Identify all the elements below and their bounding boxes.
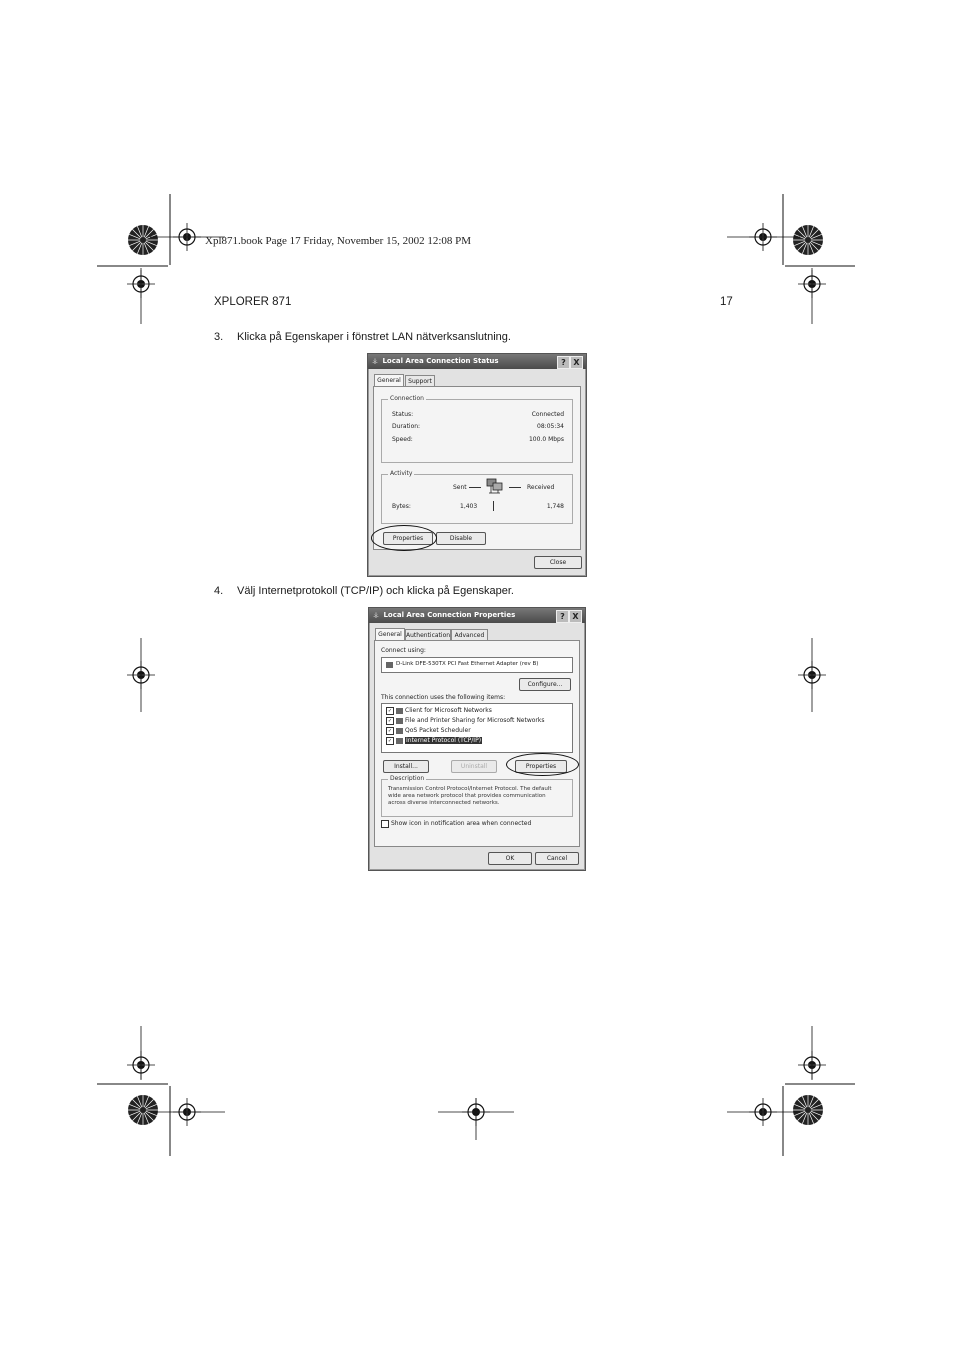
connection-group xyxy=(381,395,573,463)
highlight-oval xyxy=(371,525,437,551)
tab-support[interactable]: Support xyxy=(405,375,435,387)
step-number: 3. xyxy=(214,331,224,343)
list-item[interactable]: ✓ Client for Microsoft Networks xyxy=(387,707,492,714)
sent-label: Sent xyxy=(453,484,467,491)
close-button[interactable]: Close xyxy=(534,556,582,569)
connect-using-label: Connect using: xyxy=(381,647,426,654)
checkbox-unchecked[interactable] xyxy=(381,820,389,828)
adapter-field xyxy=(381,657,573,673)
list-item[interactable]: ✓ File and Printer Sharing for Microsoft Networks xyxy=(387,717,545,724)
network-computers-icon xyxy=(485,478,505,496)
page-number: 17 xyxy=(720,296,733,308)
properties-dialog-title: Local Area Connection Properties xyxy=(383,611,516,619)
properties-button[interactable]: Properties xyxy=(383,532,433,545)
description-group-label: Description xyxy=(390,775,425,782)
bytes-sent-value: 1,403 xyxy=(460,503,478,510)
connection-group-label: Connection xyxy=(390,395,424,402)
tab-general[interactable]: General xyxy=(375,628,405,641)
tab-general[interactable]: General xyxy=(374,374,404,387)
checkbox-checked[interactable]: ✓ xyxy=(387,717,393,724)
protocol-icon xyxy=(396,738,403,744)
tab-authentication[interactable]: Authentication xyxy=(405,629,451,641)
client-icon xyxy=(396,708,403,714)
status-value: Connected xyxy=(531,411,564,418)
network-card-icon xyxy=(386,662,393,668)
speed-label: Speed: xyxy=(392,436,413,443)
bytes-received-value: 1,748 xyxy=(546,503,564,510)
checkbox-checked[interactable]: ✓ xyxy=(387,707,393,714)
properties-panel xyxy=(374,640,580,847)
help-button[interactable]: ? xyxy=(556,610,569,623)
network-icon: ⚶ xyxy=(373,611,379,619)
bytes-divider xyxy=(493,501,494,511)
show-icon-option[interactable]: Show icon in notification area when connected xyxy=(381,819,531,828)
close-icon[interactable]: X xyxy=(570,356,583,369)
components-list xyxy=(381,703,573,753)
components-label: This connection uses the following items: xyxy=(381,694,506,701)
checkbox-checked[interactable]: ✓ xyxy=(387,727,393,734)
adapter-name: D-Link DFE-530TX PCI Fast Ethernet Adapter (rev B) xyxy=(396,661,539,667)
print-slug: Xpl871.book Page 17 Friday, November 15, 2002 12:08 PM xyxy=(205,235,472,247)
tab-advanced[interactable]: Advanced xyxy=(451,629,488,641)
duration-label: Duration: xyxy=(392,423,421,430)
list-item-selected[interactable]: ✓ Internet Protocol (TCP/IP) xyxy=(387,737,482,744)
received-line xyxy=(509,487,521,488)
help-button[interactable]: ? xyxy=(557,356,570,369)
close-icon[interactable]: X xyxy=(569,610,582,623)
step-number: 4. xyxy=(214,585,224,597)
bytes-label: Bytes: xyxy=(392,503,411,510)
sent-line xyxy=(469,487,481,488)
ok-button[interactable]: OK xyxy=(488,852,532,865)
properties-dialog-titlebar xyxy=(369,608,585,623)
network-icon: ⚶ xyxy=(372,357,378,365)
checkbox-checked[interactable]: ✓ xyxy=(387,737,393,744)
description-text: Transmission Control Protocol/Internet Protocol. The default wide area network protocol that provides communication across diverse interconnected networks. xyxy=(388,786,552,806)
properties-button[interactable]: Properties xyxy=(515,760,567,773)
description-group xyxy=(381,775,573,817)
properties-dialog xyxy=(368,607,586,871)
speed-value: 100.0 Mbps xyxy=(528,436,564,443)
activity-group xyxy=(381,470,573,524)
status-dialog xyxy=(367,353,587,577)
status-dialog-title: Local Area Connection Status xyxy=(382,357,499,365)
step-text: Välj Internetprotokoll (TCP/IP) och klicka på Egenskaper. xyxy=(237,585,514,597)
sharing-icon xyxy=(396,718,403,724)
activity-group-label: Activity xyxy=(390,470,413,477)
highlight-oval xyxy=(506,753,579,776)
uninstall-button[interactable]: Uninstall xyxy=(451,760,497,773)
configure-button[interactable]: Configure... xyxy=(519,678,571,691)
duration-value: 08:05:34 xyxy=(537,423,564,430)
install-button[interactable]: Install... xyxy=(383,760,429,773)
step-text: Klicka på Egenskaper i fönstret LAN nätverksanslutning. xyxy=(237,331,511,343)
step-4 xyxy=(214,585,614,599)
step-3 xyxy=(214,331,614,345)
status-label: Status: xyxy=(392,411,414,418)
status-dialog-titlebar xyxy=(368,354,586,369)
disable-button[interactable]: Disable xyxy=(436,532,486,545)
scheduler-icon xyxy=(396,728,403,734)
received-label: Received xyxy=(527,484,555,491)
running-title: XPLORER 871 xyxy=(214,296,292,308)
list-item[interactable]: ✓ QoS Packet Scheduler xyxy=(387,727,471,734)
cancel-button[interactable]: Cancel xyxy=(535,852,579,865)
